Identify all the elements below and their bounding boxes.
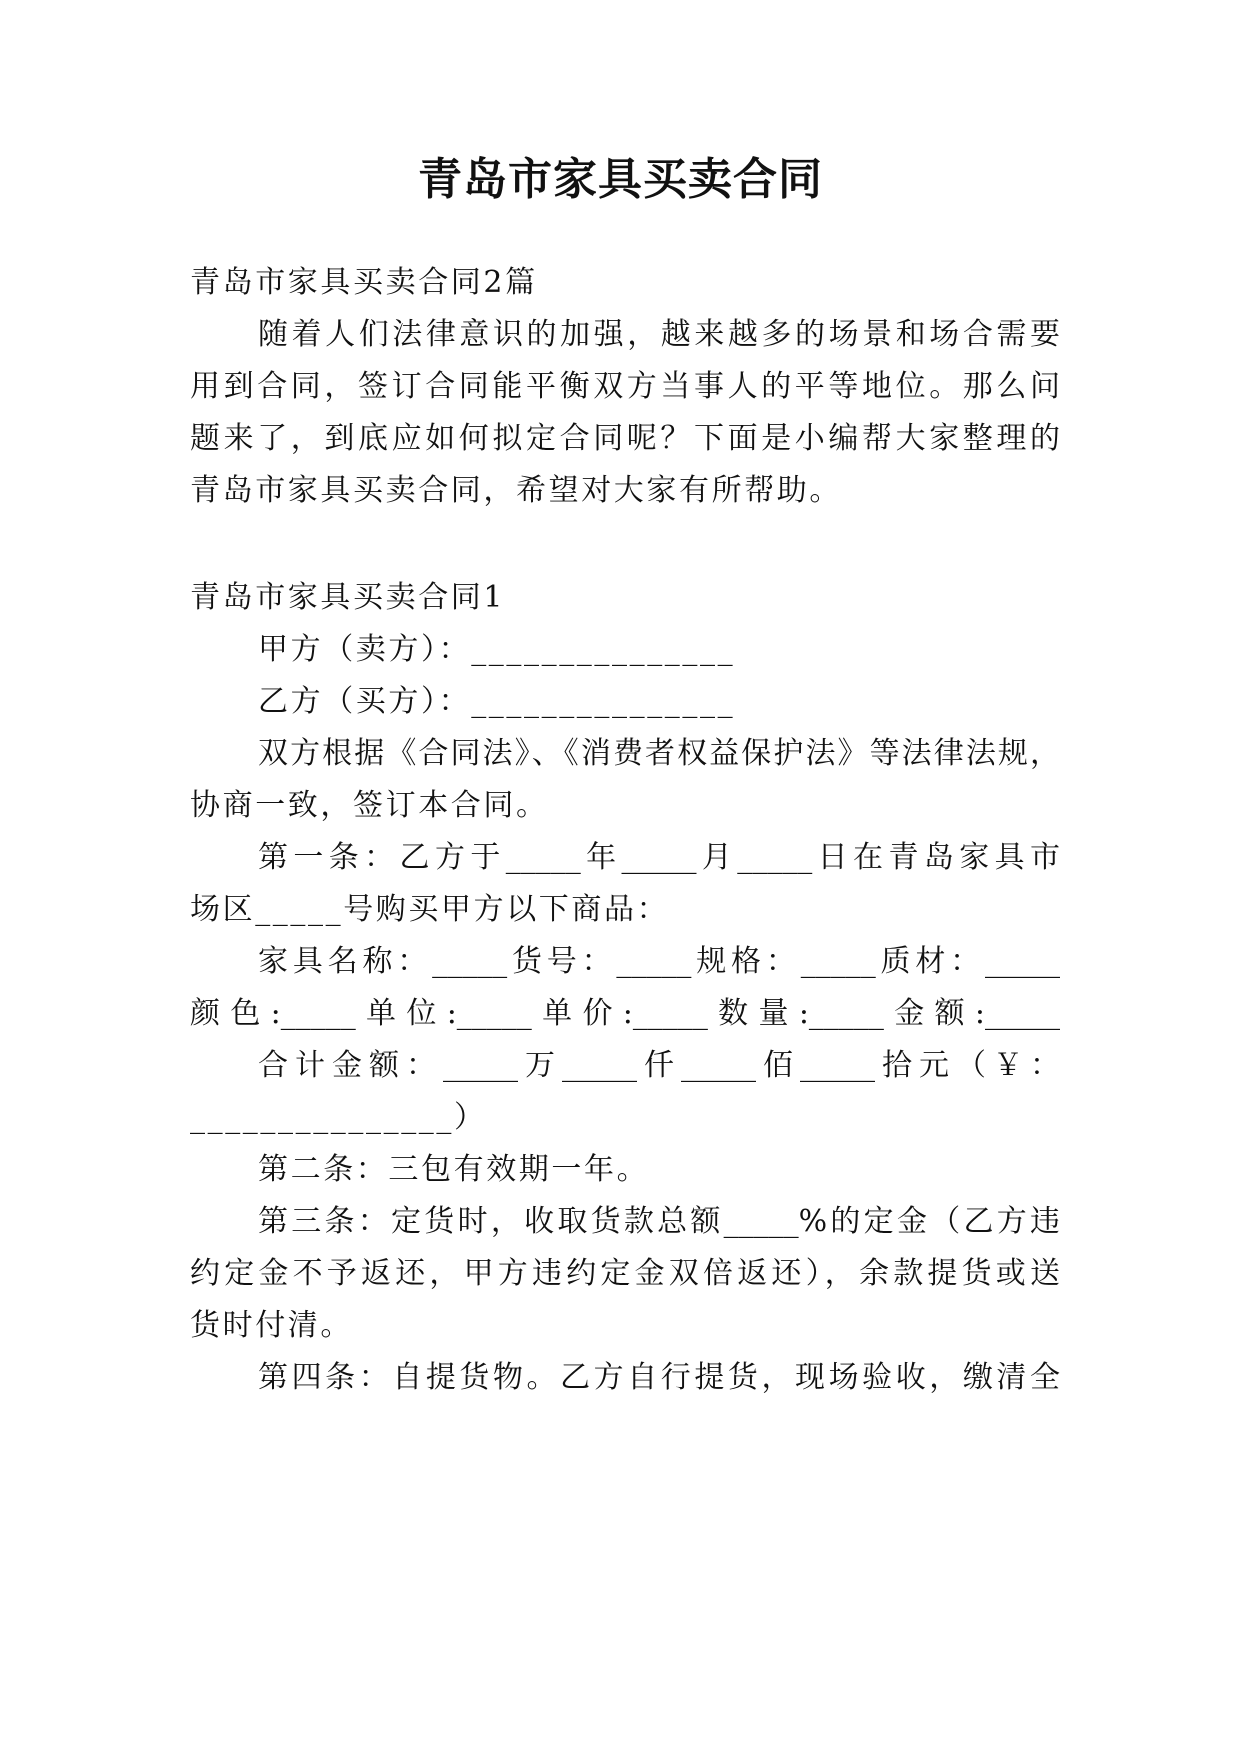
- article-1-line: 第一条：乙方于_____年_____月_____日在青岛家具市: [258, 840, 1060, 875]
- section-heading: 青岛市家具买卖合同1: [190, 580, 506, 615]
- article-4-line: 第四条：自提货物。乙方自行提货，现场验收，缴清全: [258, 1360, 1060, 1395]
- total-amount-line: _______________）: [190, 1100, 487, 1135]
- total-amount-line: 合计金额：_____万_____仟_____佰_____拾元（￥：: [258, 1048, 1060, 1083]
- article-3-line: 货时付清。: [190, 1308, 353, 1343]
- article-2-line: 第二条：三包有效期一年。: [258, 1152, 650, 1187]
- basis-line: 双方根据《合同法》、《消费者权益保护法》等法律法规，: [258, 736, 1060, 771]
- goods-line: 家具名称：_____货号：_____规格：_____质材：_____: [258, 944, 1060, 979]
- party-a-line: 甲方（卖方）：_______________: [258, 632, 736, 667]
- document-subtitle: 青岛市家具买卖合同2篇: [190, 265, 538, 300]
- article-3-line: 约定金不予返还，甲方违约定金双倍返还），余款提货或送: [190, 1256, 1060, 1291]
- intro-line: 青岛市家具买卖合同，希望对大家有所帮助。: [190, 473, 842, 508]
- article-3-line: 第三条：定货时，收取货款总额_____%的定金（乙方违: [258, 1204, 1060, 1239]
- article-1-line: 场区_____号购买甲方以下商品：: [190, 892, 670, 927]
- intro-line: 题来了，到底应如何拟定合同呢？下面是小编帮大家整理的: [190, 421, 1060, 456]
- document-title: 青岛市家具买卖合同: [418, 154, 823, 205]
- basis-line: 协商一致，签订本合同。: [190, 788, 549, 823]
- intro-line: 随着人们法律意识的加强，越来越多的场景和场合需要: [258, 317, 1060, 352]
- goods-line: 颜色:_____单位:_____单价:_____数量:_____金额:_____: [190, 996, 1060, 1031]
- intro-line: 用到合同，签订合同能平衡双方当事人的平等地位。那么问: [190, 369, 1060, 404]
- party-b-line: 乙方（买方）：_______________: [258, 684, 736, 719]
